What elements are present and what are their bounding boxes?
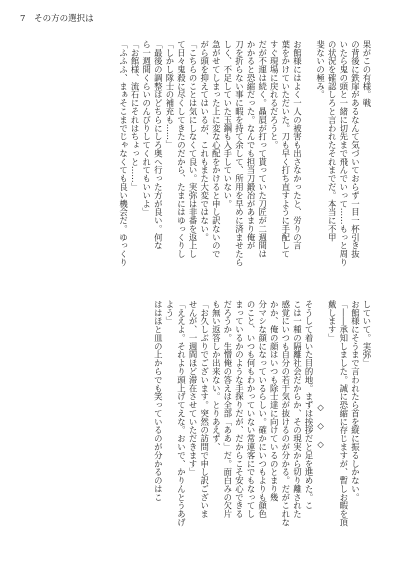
text-column: まっているかのような手探りだが、だからこそ安心できる [234,300,245,519]
text-column: 葉をかけていただいた。刀も早く打ち直すように手配して [280,40,291,259]
text-column: 「ええよ。それより頭上げてえな。おいで、かりんとうあげ [176,300,187,527]
text-column: ◇ ◇ ◇ [315,401,326,449]
text-column: 「ふふふ、まぁそこまでじゃなくても良い機会だ。ゆっくり [118,40,129,267]
text-column: しく、不足していた玉鋼も入手していない。 [222,40,233,208]
text-column: 戴します」 [327,300,338,342]
text-column: ははほと皿の上からでも笑っているのが分かるのはこ [153,300,164,502]
text-column: も無い返答しか出来ない。とりあえず、 [211,300,222,452]
text-column: よう」 [164,300,175,326]
text-column: だが不運は続く。贔屓が打って貰っていた刀匠が二週間は [257,40,268,259]
running-header [20,12,94,26]
text-column: の背後に鉄扉があるなんて気づいておらず一目一杯引き抜 [350,40,361,259]
text-block-bottom [20,300,372,550]
text-column: かかると恐縮だった。なんでも担当刀鍛冶があまり俺が [246,40,257,250]
text-column: 急がせてしまった上に変な心配をかけると申し訳ないので [211,40,222,259]
text-column: 感覚にいつも自分の若干気が抜けるのが分かる。だがこれな [280,300,291,527]
text-column: 「――承知しました。誠に恐縮に存じますが、暫しお暇を頂 [338,300,349,527]
text-column: の状況を確認しろと言われたそれまでだ。本当に不甲 [327,40,338,242]
text-column: そうして着いた目的地。まずは挨拶だと足を進めた。こ [304,300,315,510]
text-column: がら頭を抑えてはいるが、これもまた大変ではない。 [199,40,210,242]
text-column: 刀を折らない事に暇を持て余して、所用を早めに済ませたら [234,40,245,267]
text-column: 「最後の調整はどちらにしろ奥へ行った方が良い。何な [153,40,164,250]
text-column: お館様にはよく一人の被害も出さなかったと、労りの言 [292,40,303,250]
text-column: だろうか。生憎俺の答えは全部「ああ」だ。面白みの欠片 [222,300,233,519]
text-column: せんが、一週間ほど滞在させていただきます」 [188,300,199,477]
text-column: 分マシな顔になっているらしい。確かにいつもよりも顔色 [257,300,268,519]
page-number: 7 [20,14,26,24]
text-column: 果がこの有様。戦 [362,40,372,108]
text-column: いたら鬼の頭と一緒に切先まで飛んでいって……もっと周り [338,40,349,267]
text-column: 「こちらのことは気にしなくて良い。実弥は非番を返上し [188,40,199,259]
text-column: ら一週間くらいのんびりしてくれてもいいよ」 [141,40,152,217]
text-column: お館様にそうまで言われたら首を縦に振るしかない。 [350,300,361,502]
text-column: すぐ現場に戻れるだろうと。 [269,40,280,150]
text-column: 「お館様、流石にそれはちょっと……」 [130,40,141,191]
text-column: かか、俺の顔はいつも除士達に向けているのとまり幾 [269,300,280,502]
text-column: 「しかし隊士の補充も......」 [164,40,175,149]
text-column: のこと、いつも何もわかっていない常連客にでもなってし [246,300,257,519]
text-block-top [20,40,372,290]
text-column: 斐ないの極み。 [315,40,326,99]
text-column: て日々鬼殺に尽くしてきたのだから、たまにはゆっくりし [176,40,187,259]
text-column: 「お久しぶりでございます。突然の訪問で申し訳ございま [199,300,210,519]
text-column: していて。実弥」 [362,300,372,368]
text-column [302,40,314,290]
text-column: こは一種の隔離社会だからか、その現実から切り離された [292,300,303,519]
chapter-title: その方の選択は [34,14,94,24]
